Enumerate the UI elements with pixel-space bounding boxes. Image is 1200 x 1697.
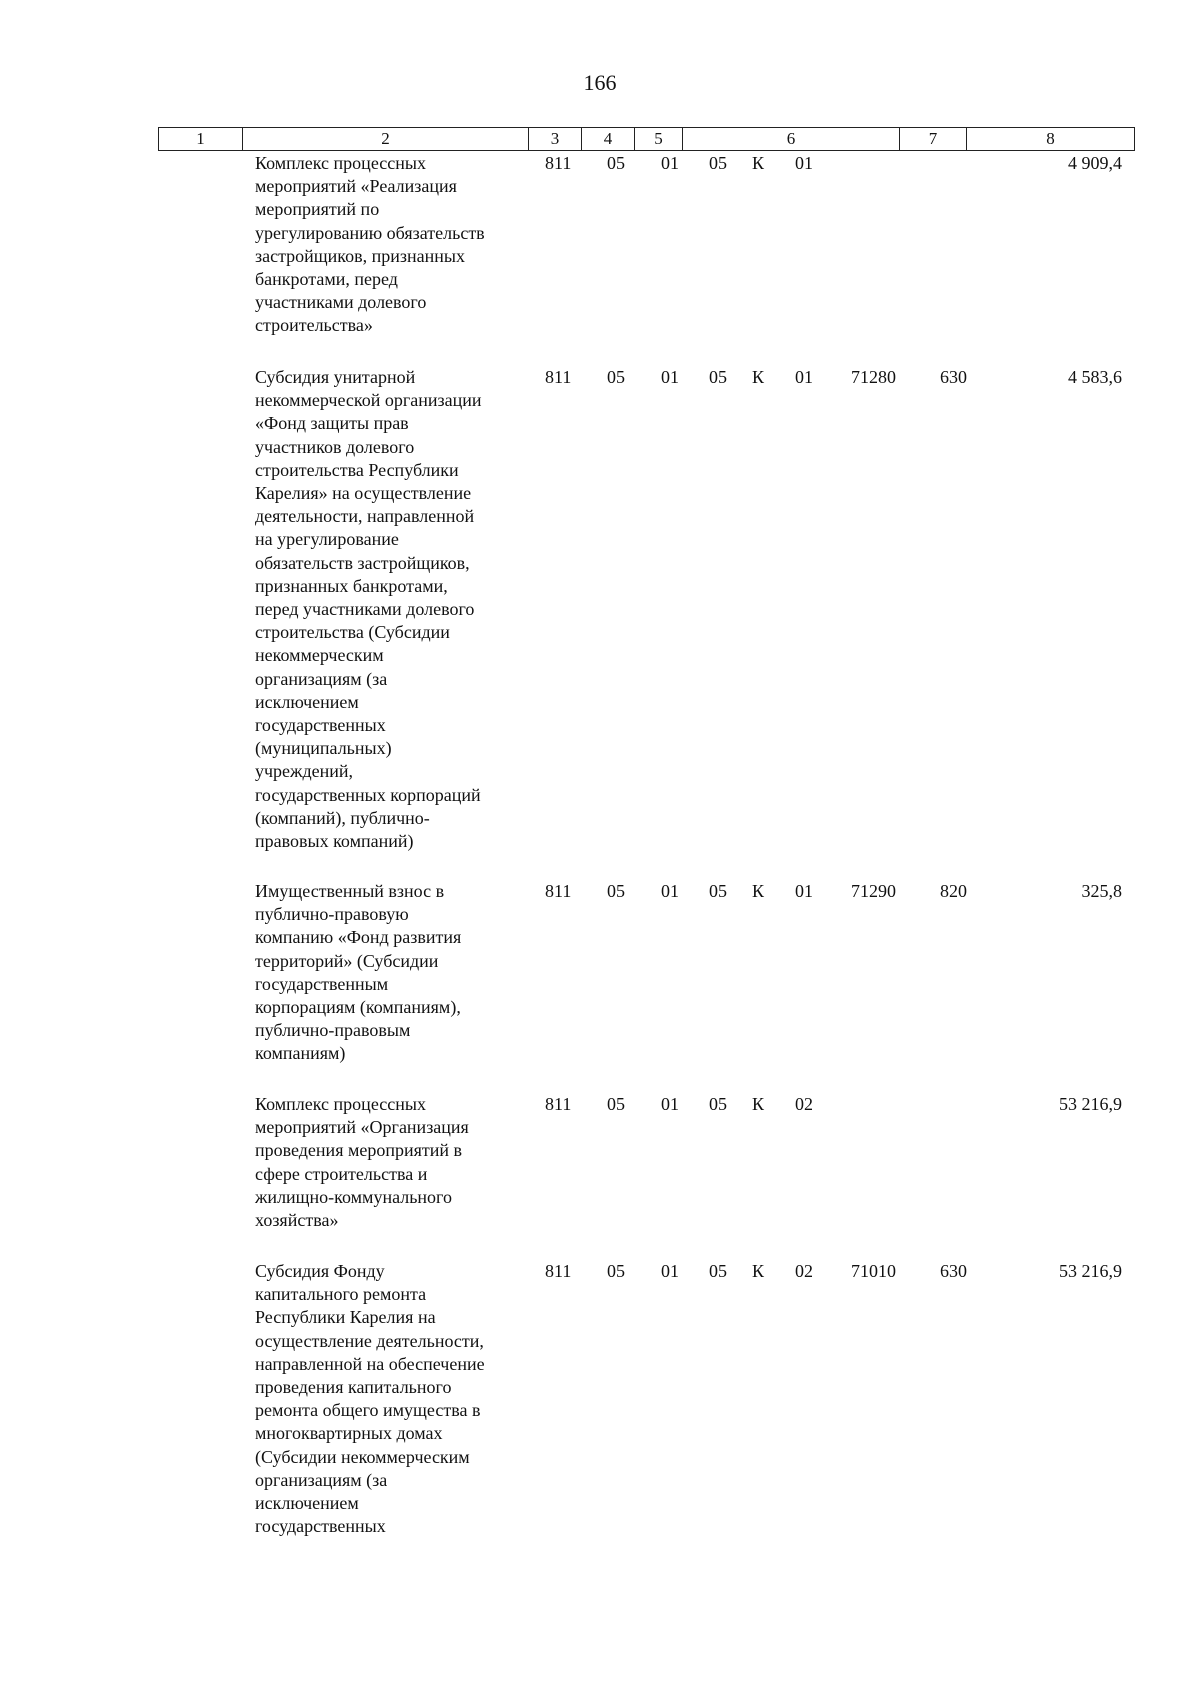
description-line: жилищно-коммунального <box>255 1186 452 1207</box>
cell-c6a: 05 <box>709 153 727 173</box>
description-line: компаниям) <box>255 1043 346 1064</box>
description-line: строительства (Субсидии <box>255 622 450 643</box>
cell-c6b: К <box>752 1094 765 1114</box>
description-line: мероприятий «Организация <box>255 1117 469 1138</box>
cell-c3: 811 <box>545 1094 572 1114</box>
column-header-8: 8 <box>967 128 1135 151</box>
description-line: осуществление деятельности, <box>255 1330 484 1351</box>
description-line: мероприятий «Реализация <box>255 176 457 197</box>
description-line: проведения капитального <box>255 1377 452 1398</box>
cell-c6b: К <box>752 1261 765 1281</box>
cell-c5: 01 <box>661 367 679 387</box>
description-line: государственных <box>255 1516 386 1537</box>
description-line: некоммерческой организации <box>255 390 482 411</box>
description-line: Имущественный взнос в <box>255 881 445 901</box>
cell-c5: 01 <box>661 153 679 173</box>
description-line: государственным <box>255 973 389 994</box>
page-number: 166 <box>583 70 617 95</box>
cell-c7: 630 <box>940 1261 967 1281</box>
cell-c6a: 05 <box>709 1261 727 1281</box>
cell-c6a: 05 <box>709 881 727 901</box>
description-line: строительства» <box>255 315 373 336</box>
description-line: сфере строительства и <box>255 1163 428 1184</box>
cell-c6d: 71010 <box>851 1261 896 1281</box>
description-line: учреждений, <box>255 761 354 782</box>
description-line: исключением <box>255 691 359 712</box>
cell-c7: 820 <box>940 881 967 901</box>
description-line: хозяйства» <box>255 1210 339 1231</box>
cell-c4: 05 <box>607 881 625 901</box>
description-line: Комплекс процессных <box>255 1094 426 1114</box>
cell-c3: 811 <box>545 153 572 173</box>
cell-c6d: 71290 <box>851 881 896 901</box>
cell-c6b: К <box>752 367 765 387</box>
row-description <box>255 1093 515 1232</box>
description-line: проведения мероприятий в <box>255 1140 463 1161</box>
description-line: организациям (за <box>255 1469 388 1490</box>
description-line: мероприятий по <box>255 199 380 220</box>
cell-c3: 811 <box>545 367 572 387</box>
cell-c4: 05 <box>607 1094 625 1114</box>
description-line: правовых компаний) <box>255 831 414 852</box>
description-line: участниками долевого <box>255 292 427 313</box>
description-line: «Фонд защиты прав <box>255 413 409 434</box>
description-line: компанию «Фонд развития <box>255 927 462 948</box>
description-line: исключением <box>255 1493 359 1514</box>
description-line: Субсидия унитарной <box>255 367 416 387</box>
column-header-table <box>158 127 1135 151</box>
description-line: организациям (за <box>255 668 388 689</box>
description-line: (компаний), публично- <box>255 807 430 828</box>
column-header-6: 6 <box>683 128 900 151</box>
row-description <box>255 152 515 338</box>
cell-c6a: 05 <box>709 1094 727 1114</box>
description-line: территорий» (Субсидии <box>255 950 439 971</box>
description-line: некоммерческим <box>255 645 384 666</box>
description-line: строительства Республики <box>255 459 459 480</box>
cell-c6c: 02 <box>795 1261 813 1281</box>
description-line: государственных <box>255 715 386 736</box>
cell-c7: 630 <box>940 367 967 387</box>
cell-c5: 01 <box>661 881 679 901</box>
row-description <box>255 1260 515 1538</box>
cell-c6d: 71280 <box>851 367 896 387</box>
row-description <box>255 880 515 1066</box>
cell-c6c: 02 <box>795 1094 813 1114</box>
cell-amount: 4 583,6 <box>1068 367 1122 387</box>
description-line: ремонта общего имущества в <box>255 1400 481 1421</box>
cell-c4: 05 <box>607 1261 625 1281</box>
cell-c3: 811 <box>545 881 572 901</box>
column-header-5: 5 <box>635 128 683 151</box>
column-header-1: 1 <box>159 128 243 151</box>
description-line: Субсидия Фонду <box>255 1261 385 1281</box>
cell-amount: 325,8 <box>1081 881 1122 901</box>
cell-c5: 01 <box>661 1261 679 1281</box>
cell-c5: 01 <box>661 1094 679 1114</box>
description-line: государственных корпораций <box>255 784 481 805</box>
description-line: (муниципальных) <box>255 738 392 759</box>
cell-c6c: 01 <box>795 153 813 173</box>
description-line: публично-правовым <box>255 1020 411 1041</box>
cell-c4: 05 <box>607 153 625 173</box>
cell-c6c: 01 <box>795 367 813 387</box>
column-header-3: 3 <box>529 128 582 151</box>
description-line: Комплекс процессных <box>255 153 426 173</box>
cell-c6b: К <box>752 881 765 901</box>
description-line: перед участниками долевого <box>255 599 475 620</box>
description-line: Карелия» на осуществление <box>255 483 472 504</box>
description-line: многоквартирных домах <box>255 1423 443 1444</box>
description-line: капитального ремонта <box>255 1284 427 1305</box>
cell-amount: 53 216,9 <box>1059 1094 1122 1114</box>
description-line: деятельности, направленной <box>255 506 475 527</box>
column-header-7: 7 <box>900 128 967 151</box>
description-line: публично-правовую <box>255 904 409 925</box>
cell-amount: 4 909,4 <box>1068 153 1122 173</box>
row-description <box>255 366 515 853</box>
description-line: корпорациям (компаниям), <box>255 997 461 1018</box>
description-line: (Субсидии некоммерческим <box>255 1446 470 1467</box>
description-line: на урегулирование <box>255 529 399 550</box>
cell-c6c: 01 <box>795 881 813 901</box>
description-line: участников долевого <box>255 436 415 457</box>
description-line: Республики Карелия на <box>255 1307 436 1328</box>
column-header-4: 4 <box>582 128 635 151</box>
cell-c6b: К <box>752 153 765 173</box>
cell-c4: 05 <box>607 367 625 387</box>
cell-amount: 53 216,9 <box>1059 1261 1122 1281</box>
description-line: банкротами, перед <box>255 269 398 290</box>
cell-c6a: 05 <box>709 367 727 387</box>
column-header-2: 2 <box>243 128 529 151</box>
description-line: обязательств застройщиков, <box>255 552 470 573</box>
description-line: направленной на обеспечение <box>255 1353 485 1374</box>
cell-c3: 811 <box>545 1261 572 1281</box>
description-line: признанных банкротами, <box>255 575 448 596</box>
description-line: урегулированию обязательств <box>255 222 485 243</box>
description-line: застройщиков, признанных <box>255 245 465 266</box>
